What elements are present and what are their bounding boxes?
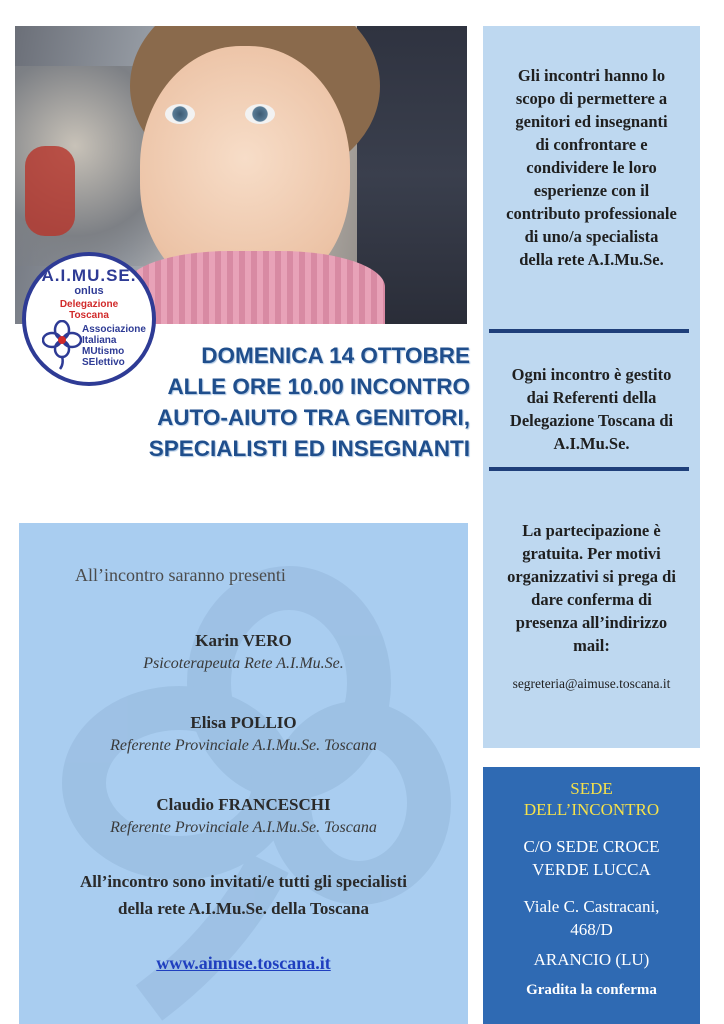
invitation-text: All’incontro sono invitati/e tutti gli specialisti della rete A.I.Mu.Se. della Toscana [80, 872, 407, 918]
venue-town: ARANCIO (LU) [533, 950, 650, 969]
contact-email[interactable]: segreteria@aimuse.toscana.it [512, 676, 671, 691]
background-flower-icon [29, 533, 459, 1023]
venue-place: C/O SEDE CROCE VERDE LUCCA [523, 837, 660, 879]
website-link[interactable]: www.aimuse.toscana.it [156, 953, 331, 973]
participant [19, 795, 468, 837]
participant-name: Karin VERO [195, 631, 292, 650]
participation-text: La partecipazione è gratuita. Per motivi organizzativi si prega di dare conferma di presenza all’indirizzo mail: [507, 521, 676, 655]
venue-heading: DELL’INCONTRO [523, 800, 660, 819]
purpose-text: Gli incontri hanno lo scopo di permettere a genitori ed insegnanti di confrontare e condividere le loro esperienze con il contributo professionale di uno/a specialista della rete A.I.Mu.Se. [506, 66, 677, 269]
managed-text: Ogni incontro è gestito dai Referenti della Delegazione Toscana di A.I.Mu.Se. [509, 365, 674, 453]
logo-full-name: Associazione Italiana MUtismo SElettivo [82, 324, 146, 368]
headline-line: DOMENICA 14 OTTOBRE [201, 343, 470, 368]
venue-box [483, 767, 700, 1024]
headline-line: ALLE ORE 10.00 INCONTRO [167, 374, 470, 399]
headline-line: SPECIALISTI ED INSEGNANTI [148, 436, 470, 461]
logo-delegation-2: Toscana [69, 310, 109, 321]
participant-name: Claudio FRANCESCHI [156, 795, 331, 814]
venue-address: Viale C. Castracani, 468/D [523, 897, 660, 939]
venue-heading: SEDE [570, 779, 613, 798]
headline-line: AUTO-AIUTO TRA GENITORI, [157, 405, 470, 430]
venue-note: Gradita la conferma [526, 982, 657, 998]
participants-intro: All’incontro saranno presenti [75, 565, 286, 585]
participant-role: Psicoterapeuta Rete A.I.Mu.Se. [143, 655, 344, 672]
logo-name: A.I.MU.SE. [41, 266, 137, 285]
flower-icon [42, 320, 82, 370]
logo-subtitle: onlus [74, 285, 104, 297]
event-headline [110, 340, 470, 464]
participant [19, 713, 468, 755]
participant-role: Referente Provinciale A.I.Mu.Se. Toscana [110, 737, 377, 754]
info-sidebar [483, 26, 700, 748]
participant-role: Referente Provinciale A.I.Mu.Se. Toscana [110, 819, 377, 836]
participants-box [19, 523, 468, 1024]
participant-name: Elisa POLLIO [190, 713, 297, 732]
divider [489, 467, 689, 471]
logo-delegation-1: Delegazione [59, 299, 119, 310]
participant [19, 631, 468, 673]
divider [489, 329, 689, 333]
